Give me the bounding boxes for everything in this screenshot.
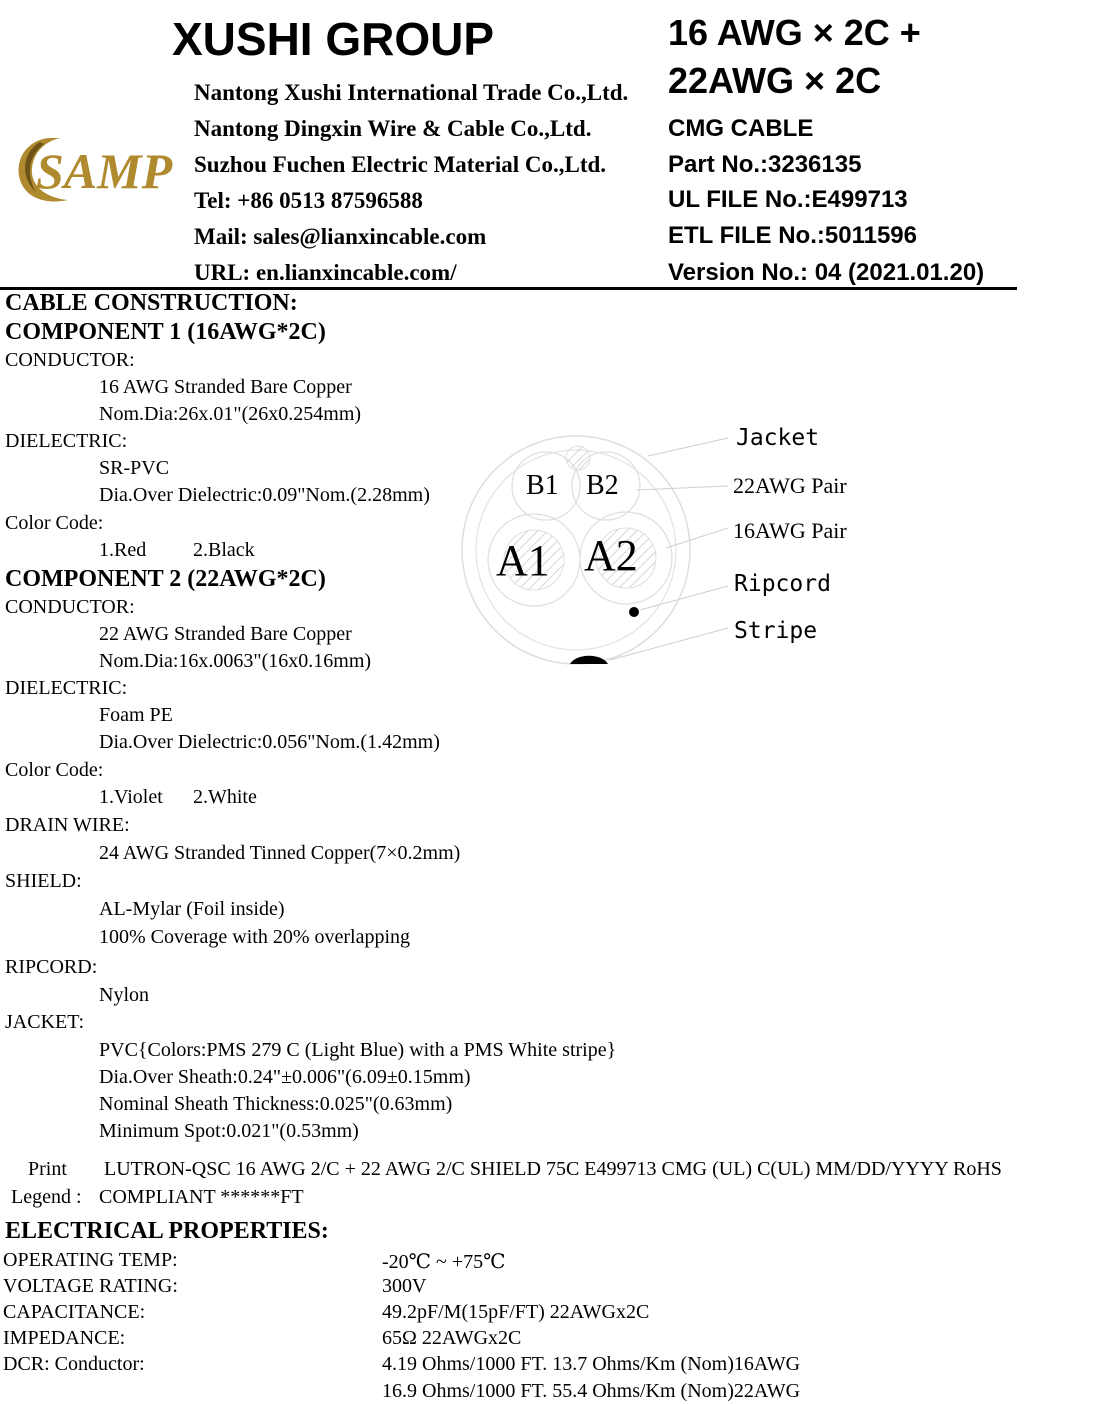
component2-conductor-line: Nom.Dia:16x.0063"(16x0.16mm)	[99, 650, 372, 672]
ep-dcr-label: DCR: Conductor:	[3, 1353, 145, 1375]
ep-voltage-rating-label: VOLTAGE RATING:	[3, 1275, 178, 1297]
jacket-leader	[648, 438, 728, 456]
component2-color-1: 1.Violet	[99, 786, 163, 808]
component1-dielectric-line: Dia.Over Dielectric:0.09"Nom.(2.28mm)	[99, 484, 430, 506]
component2-dielectric-line: Dia.Over Dielectric:0.056"Nom.(1.42mm)	[99, 731, 440, 753]
component2-heading: COMPONENT 2 (22AWG*2C)	[5, 566, 326, 592]
pair22-callout: 22AWG Pair	[733, 473, 847, 498]
electrical-heading: ELECTRICAL PROPERTIES:	[5, 1218, 329, 1244]
component1-conductor-line: Nom.Dia:26x.01"(26x0.254mm)	[99, 403, 362, 425]
ep-operating-temp-value: -20℃ ~ +75℃	[382, 1251, 506, 1273]
company-name-1: Nantong Xushi International Trade Co.,Ltd.	[194, 80, 629, 105]
company-name-3: Suzhou Fuchen Electric Material Co.,Ltd.	[194, 152, 607, 177]
a1-label: A1	[496, 536, 550, 585]
construction-heading: CABLE CONSTRUCTION:	[5, 290, 298, 316]
print-legend-line2: COMPLIANT ******FT	[99, 1186, 304, 1208]
ep-capacitance-label: CAPACITANCE:	[3, 1301, 146, 1323]
drain-wire-line: 24 AWG Stranded Tinned Copper(7×0.2mm)	[99, 842, 461, 864]
group-title: XUSHI GROUP	[172, 13, 495, 65]
component2-dielectric-label: DIELECTRIC:	[5, 677, 128, 699]
ul-file-number: UL FILE No.:E499713	[668, 186, 908, 213]
jacket-line: Nominal Sheath Thickness:0.025"(0.63mm)	[99, 1093, 453, 1115]
ep-voltage-rating-value: 300V	[382, 1275, 427, 1297]
component2-conductor-label: CONDUCTOR:	[5, 596, 135, 618]
jacket-line: PVC{Colors:PMS 279 C (Light Blue) with a PMS White stripe}	[99, 1039, 617, 1061]
cable-cross-section-diagram	[460, 410, 880, 670]
b1-label: B1	[526, 470, 559, 501]
component1-color-2: 2.Black	[193, 539, 255, 561]
shield-line: AL-Mylar (Foil inside)	[99, 898, 285, 920]
component1-conductor-label: CONDUCTOR:	[5, 349, 135, 371]
company-tel: Tel: +86 0513 87596588	[194, 188, 423, 213]
ripcord-callout: Ripcord	[734, 571, 831, 597]
print-legend-label-1: Print	[28, 1158, 67, 1180]
ep-operating-temp-label: OPERATING TEMP:	[3, 1249, 178, 1271]
company-mail: Mail: sales@lianxincable.com	[194, 224, 487, 249]
drain-wire-label: DRAIN WIRE:	[5, 814, 130, 836]
cable-title-line2: 22AWG × 2C	[668, 60, 882, 101]
b2-label: B2	[586, 470, 619, 501]
cable-type: CMG CABLE	[668, 115, 814, 142]
company-name-2: Nantong Dingxin Wire & Cable Co.,Ltd.	[194, 116, 592, 141]
company-url: URL: en.lianxincable.com/	[194, 260, 457, 285]
component1-dielectric-label: DIELECTRIC:	[5, 430, 128, 452]
component2-color-2: 2.White	[193, 786, 257, 808]
version-number: Version No.: 04 (2021.01.20)	[668, 259, 985, 286]
jacket-callout: Jacket	[736, 425, 820, 451]
shield-label: SHIELD:	[5, 870, 82, 892]
component1-dielectric-line: SR-PVC	[99, 457, 170, 479]
component2-dielectric-line: Foam PE	[99, 704, 173, 726]
jacket-line: Minimum Spot:0.021"(0.53mm)	[99, 1120, 359, 1142]
a2-label: A2	[584, 531, 638, 580]
cable-title-line1: 16 AWG × 2C +	[668, 12, 921, 53]
ep-capacitance-value: 49.2pF/M(15pF/FT) 22AWGx2C	[382, 1301, 650, 1323]
print-legend-line1: LUTRON-QSC 16 AWG 2/C + 22 AWG 2/C SHIELD 75C E499713 CMG (UL) C(UL) MM/DD/YYYY RoHS	[104, 1158, 1002, 1180]
component2-conductor-line: 22 AWG Stranded Bare Copper	[99, 623, 352, 645]
ep-impedance-label: IMPEDANCE:	[3, 1327, 126, 1349]
samp-logo	[10, 128, 180, 206]
jacket-label: JACKET:	[5, 1011, 85, 1033]
ripcord-dot	[629, 607, 639, 617]
print-legend-label-2: Legend :	[11, 1186, 82, 1208]
ep-dcr-value-2: 16.9 Ohms/1000 FT. 55.4 Ohms/Km (Nom)22AWG	[382, 1380, 801, 1402]
component2-color-label: Color Code:	[5, 759, 104, 781]
ripcord-leader	[640, 586, 728, 610]
ripcord-label: RIPCORD:	[5, 956, 98, 978]
etl-file-number: ETL FILE No.:5011596	[668, 222, 917, 249]
jacket-line: Dia.Over Sheath:0.24"±0.006"(6.09±0.15mm)	[99, 1066, 471, 1088]
part-number: Part No.:3236135	[668, 151, 862, 178]
shield-line: 100% Coverage with 20% overlapping	[99, 926, 411, 948]
stripe-leader	[610, 628, 728, 660]
component1-conductor-line: 16 AWG Stranded Bare Copper	[99, 376, 352, 398]
component1-heading: COMPONENT 1 (16AWG*2C)	[5, 319, 326, 345]
ep-dcr-value: 4.19 Ohms/1000 FT. 13.7 Ohms/Km (Nom)16AWG	[382, 1353, 801, 1375]
pair22-leader	[636, 486, 728, 490]
b2-conductor	[566, 446, 590, 470]
ep-impedance-value: 65Ω 22AWGx2C	[382, 1327, 522, 1349]
stripe-callout: Stripe	[734, 618, 818, 644]
ripcord-line: Nylon	[99, 984, 149, 1006]
component1-color-label: Color Code:	[5, 512, 104, 534]
pair16-callout: 16AWG Pair	[733, 518, 847, 543]
stripe-mark	[570, 656, 608, 664]
logo-text: SAMP	[36, 143, 173, 199]
component1-color-1: 1.Red	[99, 539, 147, 561]
